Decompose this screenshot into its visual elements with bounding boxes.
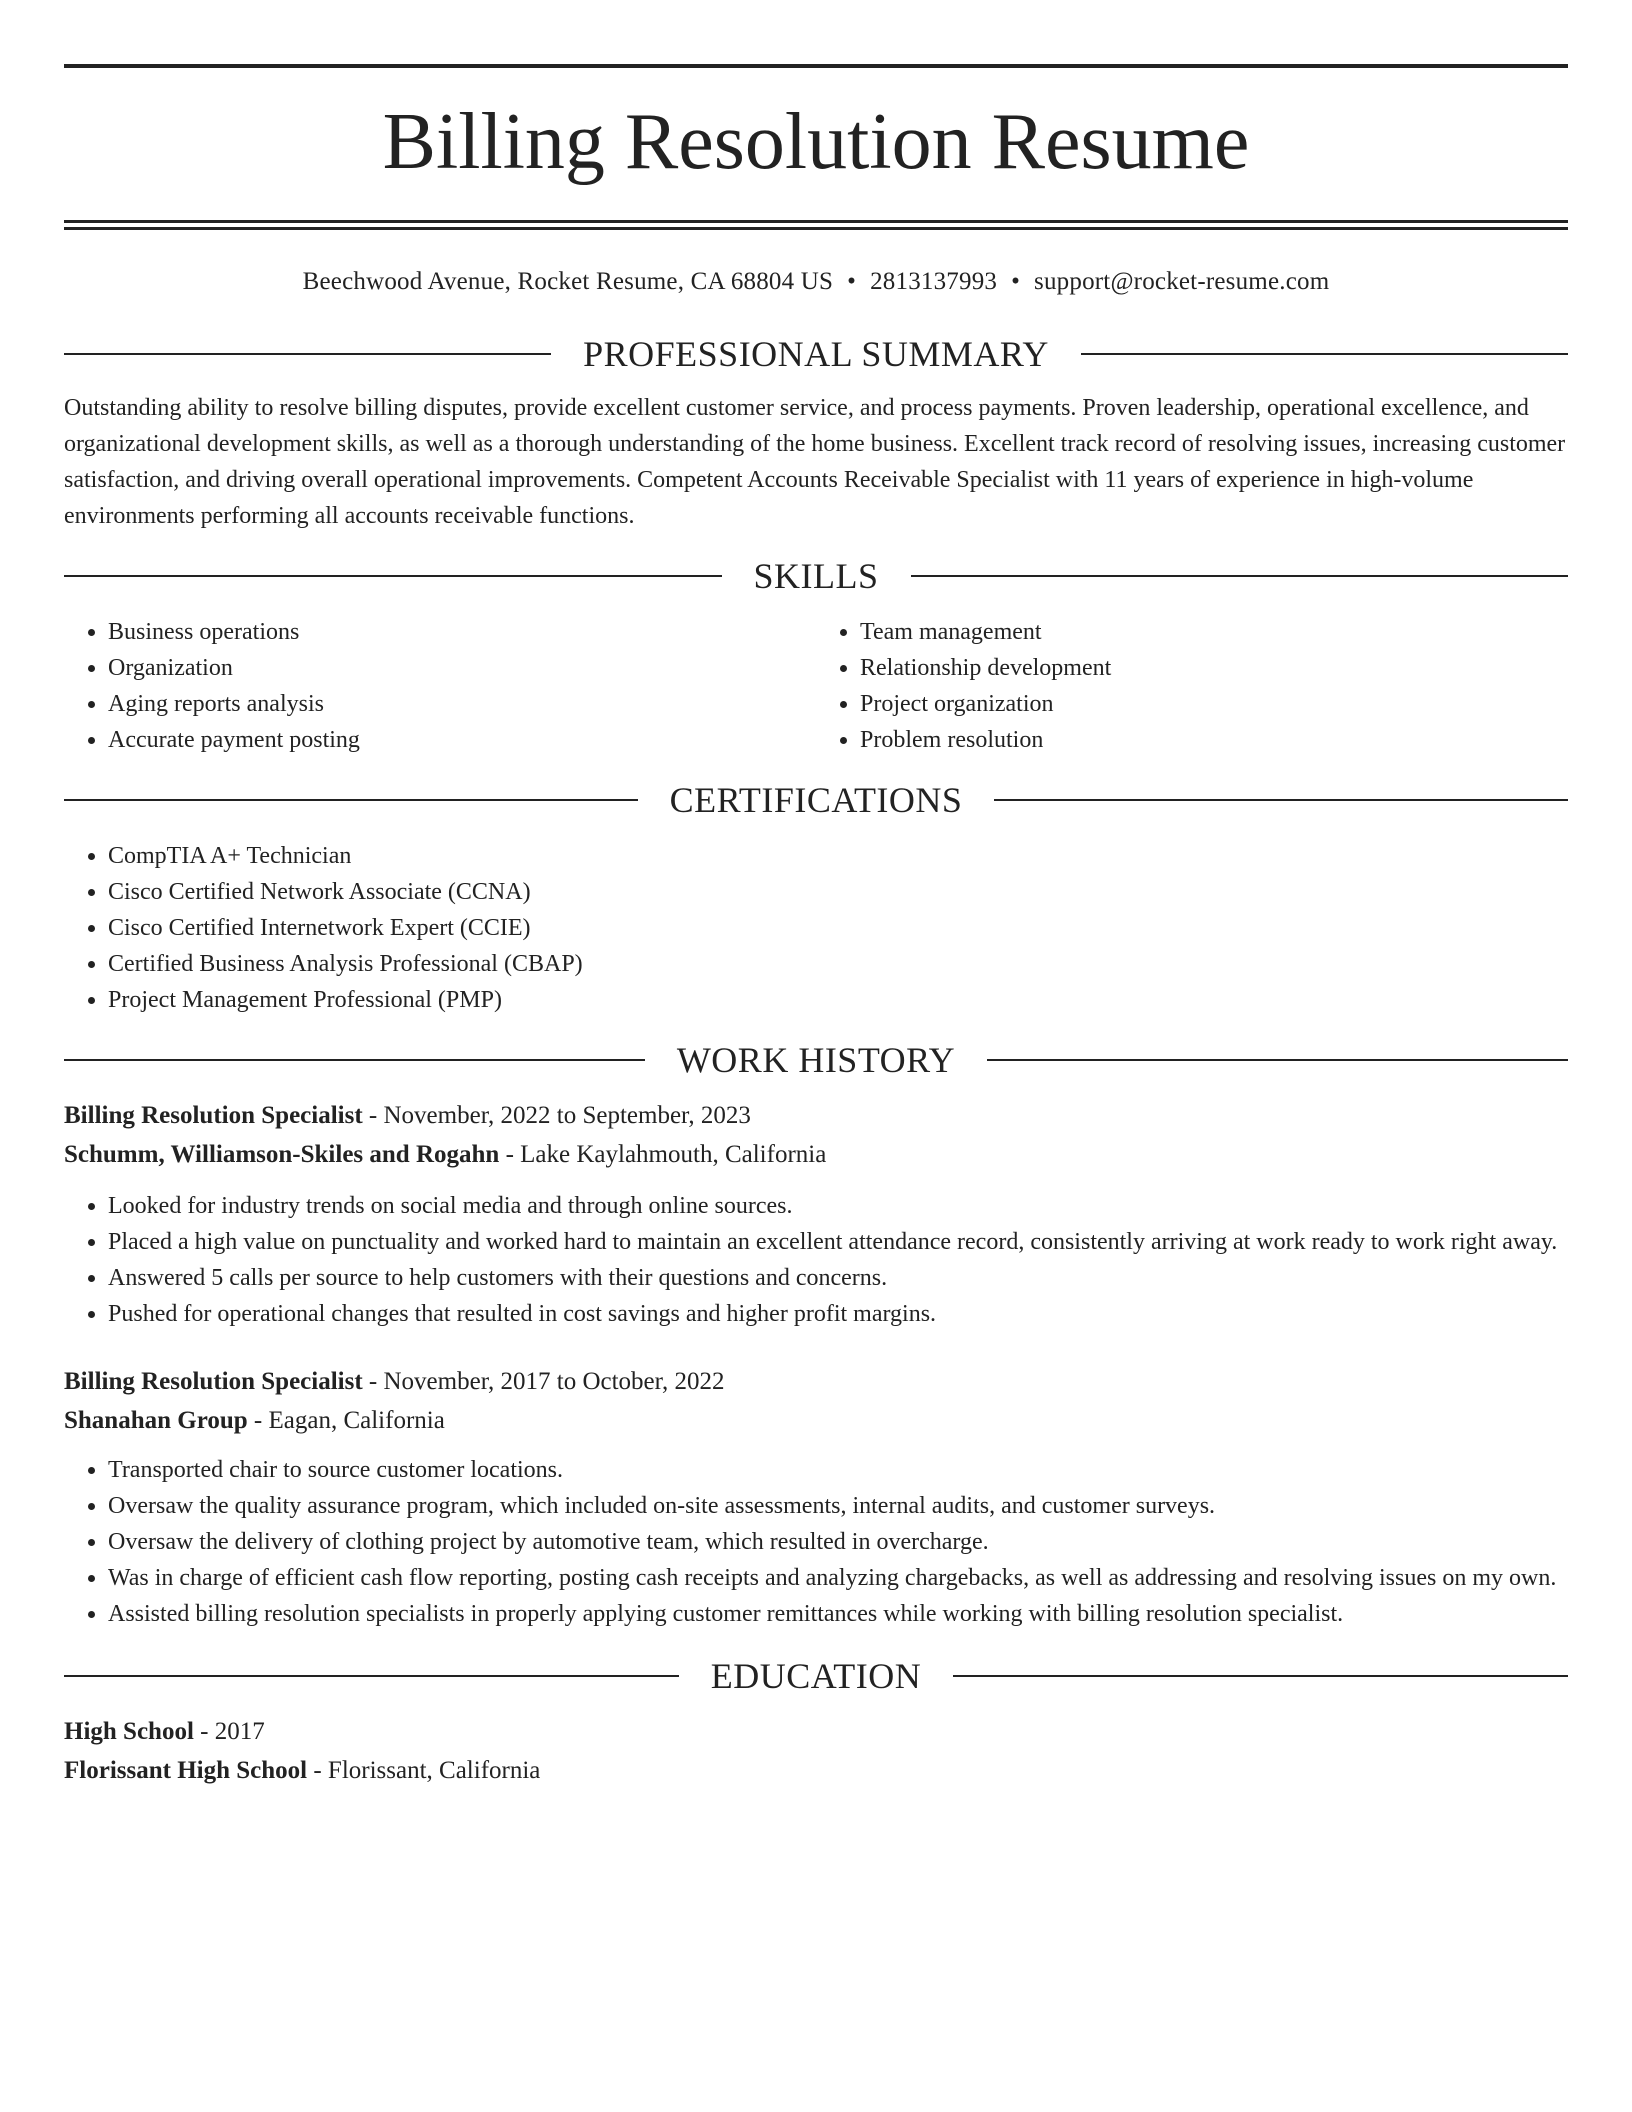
education-entry bbox=[64, 1712, 1568, 1790]
contact-phone[interactable]: 2813137993 bbox=[870, 268, 998, 295]
skills-list-right bbox=[816, 614, 1568, 758]
job-bullet: • Answered 5 calls per source to help customers with their questions and concerns. bbox=[108, 1260, 1568, 1296]
certification-item: • Certified Business Analysis Professional (CBAP) bbox=[108, 946, 1568, 982]
job-location: - Lake Kaylahmouth, California bbox=[499, 1141, 827, 1168]
heading-rule bbox=[953, 1675, 1568, 1677]
contact-address: Beechwood Avenue, Rocket Resume, CA 68804 US bbox=[302, 268, 834, 295]
section-heading-work-history bbox=[64, 1038, 1568, 1082]
section-title: SKILLS bbox=[753, 556, 879, 596]
heading-rule bbox=[911, 575, 1569, 577]
skills-grid bbox=[64, 614, 1568, 758]
certification-item: • Cisco Certified Network Associate (CCNA) bbox=[108, 874, 1568, 910]
skill-item: • Accurate payment posting bbox=[108, 722, 816, 758]
section-title: PROFESSIONAL SUMMARY bbox=[583, 334, 1049, 374]
job-company: Shanahan Group bbox=[64, 1407, 248, 1434]
resume-page bbox=[64, 64, 1568, 1790]
heading-rule bbox=[987, 1059, 1568, 1061]
certification-item: • Cisco Certified Internetwork Expert (CCIE) bbox=[108, 910, 1568, 946]
job-role: Billing Resolution Specialist bbox=[64, 1368, 363, 1395]
job-title-line bbox=[64, 1362, 1568, 1401]
skills-list-left bbox=[64, 614, 816, 758]
job-bullet: • Looked for industry trends on social media and through online sources. bbox=[108, 1188, 1568, 1224]
skill-item: • Relationship development bbox=[860, 650, 1568, 686]
job-entry bbox=[64, 1096, 1568, 1332]
heading-rule bbox=[64, 1675, 679, 1677]
section-heading-summary bbox=[64, 332, 1568, 376]
section-title: CERTIFICATIONS bbox=[669, 780, 963, 820]
job-entry bbox=[64, 1362, 1568, 1632]
education-school: Florissant High School bbox=[64, 1757, 308, 1784]
job-bullet: • Oversaw the quality assurance program, which included on-site assessments, internal audits, and customer surveys. bbox=[108, 1488, 1568, 1524]
heading-rule bbox=[64, 1059, 645, 1061]
education-year: - 2017 bbox=[193, 1718, 265, 1745]
heading-rule bbox=[64, 353, 551, 355]
heading-rule bbox=[994, 799, 1568, 801]
job-dates: - November, 2017 to October, 2022 bbox=[362, 1368, 725, 1395]
education-degree-line bbox=[64, 1712, 1568, 1751]
education-school-line bbox=[64, 1751, 1568, 1790]
job-company-line bbox=[64, 1401, 1568, 1440]
job-dates: - November, 2022 to September, 2023 bbox=[362, 1102, 751, 1129]
header-double-rule bbox=[64, 220, 1568, 230]
skill-item: • Problem resolution bbox=[860, 722, 1568, 758]
certification-item: • Project Management Professional (PMP) bbox=[108, 982, 1568, 1018]
job-bullets bbox=[64, 1188, 1568, 1332]
skill-item: • Aging reports analysis bbox=[108, 686, 816, 722]
section-title: WORK HISTORY bbox=[676, 1040, 956, 1080]
skill-item: • Organization bbox=[108, 650, 816, 686]
section-title: EDUCATION bbox=[710, 1656, 922, 1696]
certification-item: • CompTIA A+ Technician bbox=[108, 838, 1568, 874]
job-bullet: • Oversaw the delivery of clothing project by automotive team, which resulted in overcharge. bbox=[108, 1524, 1568, 1560]
job-title-line bbox=[64, 1096, 1568, 1135]
contact-email[interactable]: support@rocket-resume.com bbox=[1034, 268, 1330, 295]
section-heading-certifications bbox=[64, 778, 1568, 822]
resume-title: Billing Resolution Resume bbox=[382, 98, 1250, 186]
skill-item: • Project organization bbox=[860, 686, 1568, 722]
education-location: - Florissant, California bbox=[307, 1757, 541, 1784]
heading-rule bbox=[64, 799, 638, 801]
section-heading-education bbox=[64, 1654, 1568, 1698]
summary-text: Outstanding ability to resolve billing disputes, provide excellent customer service, and process payments. Proven leadership, operational excellence, and organizational development skills, as well as a thorough understanding of the home business. Excellent track record of resolving issues, increasing customer satisfaction, and driving overall operational improvements. Competent Accounts Receivable Specialist with 11 years of experience in high-volume environments performing all accounts receivable functions. bbox=[64, 395, 1566, 529]
job-bullet: • Transported chair to source customer locations. bbox=[108, 1452, 1568, 1488]
job-bullet: • Assisted billing resolution specialists in properly applying customer remittances while working with billing resolution specialist. bbox=[108, 1596, 1568, 1632]
contact-line bbox=[64, 266, 1568, 298]
job-company: Schumm, Williamson-Skiles and Rogahn bbox=[64, 1141, 500, 1168]
job-bullet: • Was in charge of efficient cash flow reporting, posting cash receipts and analyzing chargebacks, as well as addressing and resolving issues on my own. bbox=[108, 1560, 1568, 1596]
section-heading-skills bbox=[64, 554, 1568, 598]
job-bullets bbox=[64, 1452, 1568, 1632]
education-degree: High School bbox=[64, 1718, 194, 1745]
job-bullet: • Pushed for operational changes that resulted in cost savings and higher profit margins. bbox=[108, 1296, 1568, 1332]
top-rule bbox=[64, 64, 1568, 68]
job-role: Billing Resolution Specialist bbox=[64, 1102, 363, 1129]
job-bullet: • Placed a high value on punctuality and worked hard to maintain an excellent attendance record, consistently arriving at work ready to work right away. bbox=[108, 1224, 1568, 1260]
heading-rule bbox=[1081, 353, 1568, 355]
job-location: - Eagan, California bbox=[247, 1407, 445, 1434]
skill-item: • Team management bbox=[860, 614, 1568, 650]
heading-rule bbox=[64, 575, 722, 577]
skill-item: • Business operations bbox=[108, 614, 816, 650]
contact-separator: • bbox=[847, 268, 857, 295]
job-company-line bbox=[64, 1135, 1568, 1174]
contact-separator: • bbox=[1011, 268, 1021, 295]
certifications-list bbox=[64, 838, 1568, 1018]
